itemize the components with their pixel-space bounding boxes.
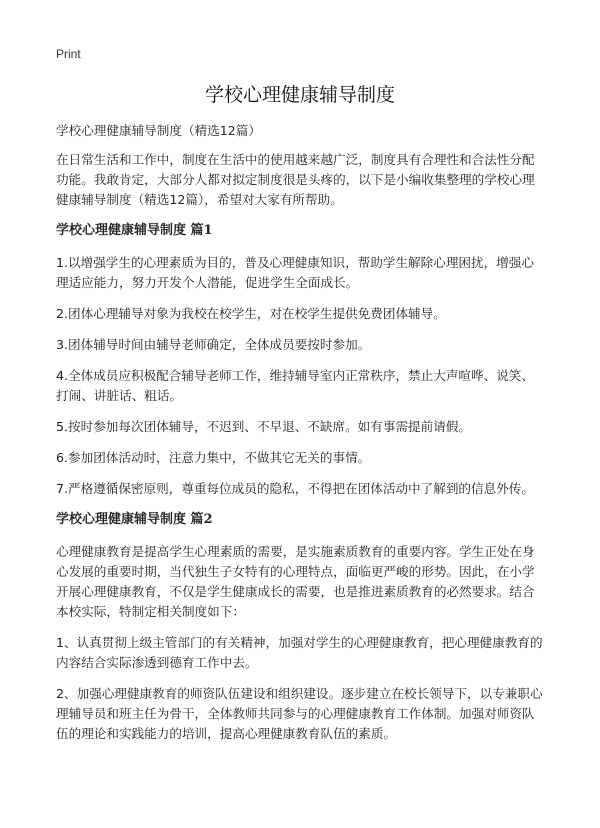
page-title: 学校心理健康辅导制度 xyxy=(204,84,395,106)
section2-item-1: 1、认真贯彻上级主管部门的有关精神，加强对学生的心理健康教育，把心理健康教育的内容结合实际渗透到德育工作中去。 xyxy=(56,635,543,670)
section1-item-6: 6.参加团体活动时，注意力集中，不做其它无关的事情。 xyxy=(56,450,371,465)
section1-item-1: 1.以增强学生的心理素质为目的，普及心理健康知识，帮助学生解除心理困扰，增强心理适应能力，努力开发个人潜能，促进学生全面成长。 xyxy=(56,255,534,290)
intro-paragraph: 在日常生活和工作中，制度在生活中的使用越来越广泛，制度具有合理性和合法性分配功能。我敢肯定，大部分人都对拟定制度很是头疼的，以下是小编收集整理的学校心理健康辅导制度（精选12篇），希望对大家有所帮助。 xyxy=(56,152,535,207)
section1-item-3: 3.团体辅导时间由辅导老师确定，全体成员要按时参加。 xyxy=(56,337,371,352)
document-body xyxy=(56,121,544,755)
document-subtitle: 学校心理健康辅导制度（精选12篇） xyxy=(56,123,261,138)
section2-item-2: 2、加强心理健康教育的师资队伍建设和组织建设。逐步建立在校长领导下，以专兼职心理辅导员和班主任为骨干，全体教师共同参与的心理健康教育工作体制。加强对师资队伍的理论和实践能力的培训，提高心理健康教育队伍的素质。 xyxy=(56,686,543,741)
section-heading-2: 学校心理健康辅导制度 篇2 xyxy=(56,512,213,527)
print-link[interactable]: Print xyxy=(56,47,81,61)
section1-item-5: 5.按时参加每次团体辅导，不迟到、不早退、不缺席。如有事需提前请假。 xyxy=(56,419,472,434)
section2-intro: 心理健康教育是提高学生心理素质的需要，是实施素质教育的重要内容。学生正处在身心发展的重要时期，当代独生子女特有的心理特点，面临更严峻的形势。因此，在小学开展心理健康教育，不仅是学生健康成长的需要，也是推进素质教育的必然要求。结合本校实际，特制定相关制度如下： xyxy=(56,544,535,619)
section1-item-2: 2.团体心理辅导对象为我校在校学生，对在校学生提供免费团体辅导。 xyxy=(56,306,446,321)
section1-item-4: 4.全体成员应积极配合辅导老师工作，维持辅导室内正常秩序，禁止大声喧哗、说笑、打闹、讲脏话、粗话。 xyxy=(56,368,534,403)
section1-item-7: 7.严格遵循保密原则，尊重每位成员的隐私，不得把在团体活动中了解到的信息外传。 xyxy=(56,481,534,496)
section-heading-1: 学校心理健康辅导制度 篇1 xyxy=(56,223,213,238)
